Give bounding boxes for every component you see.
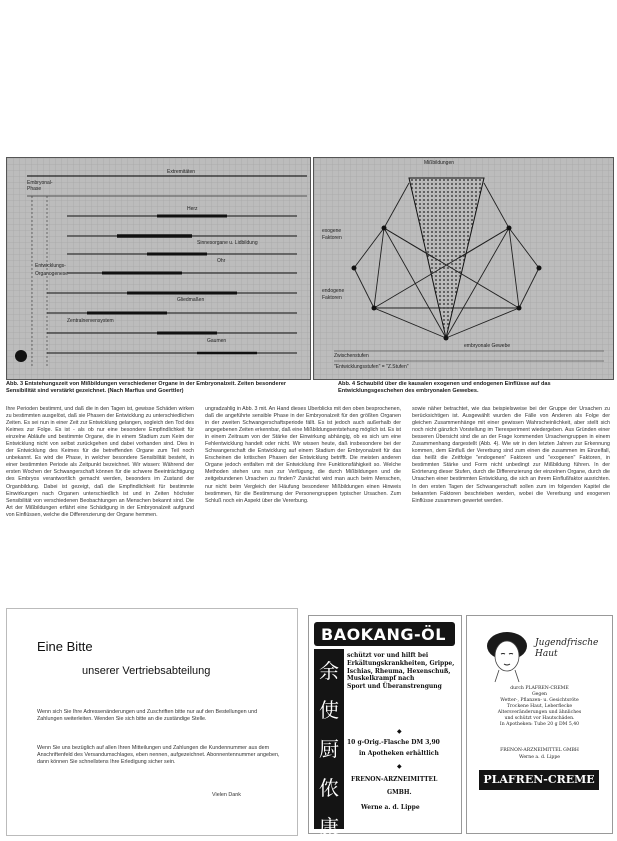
paragraph: sowie näher betrachtet, wie das beispielsweise bei der Gruppe der Ursachen zu berücksichtigen ist. Ausgewählt wurden die Fälle von Anderen als Folge der gleichen Zusammenhänge mit einer gewissen Wahrscheinlichkeit, aber stellt sich noch nicht gänzlich Vorstellung im Tierexperiment wiedergeben. Aus Gründen einer besseren Übersicht sind die an der Frage kommenden Ursachengruppen in einem Zusammenhang dargestellt (Abb. 4). Wie wir in den letzten Jahren zur Erkennung kommen, dem Einfluß der Vererbung sind zum einen die zusammen im Einzelfall, das heißt die Zeitfolge "endogenen" Faktoren und "exogenen" Faktoren, in bestimmten Stärke und Form nicht unbedingt zur Mißbildung führen. In der Erörterung dieser Stufen, durch die Differenzierung der einzelnen Organe, durch die Ursachen einer bestimmten Entwicklung, die sich an ihrem Einflußfaktor ausrichten. In den ersten Tagen der Schwangerschaft sollen zum im folgenden Kapitel die bekannten Faktoren beschrieben werden, wobei die Vererbung und exogenen Einflüsse zusammen gewertet werden. — [412, 406, 610, 504]
left-label — [35, 262, 68, 278]
ad-company: FRENON-ARZNEIMITTEL GMBH — [500, 748, 579, 753]
ad-company-form: GMBH. — [387, 789, 412, 796]
figure-3-caption: Abb. 3 Entstehungszeit von Mißbildungen verschiedener Organe in der Embryonalzeit. Zeiten besonderer Sensibilität sind verstärkt gezeichnet. (Nach Marfius und Goerttler) — [6, 381, 287, 394]
chinese-glyph: 康 — [319, 815, 339, 839]
ad-paragraph-1: Wenn sich Sie Ihre Adressenänderungen und Zuschriften bitte nur auf den Bestellungen und Zahlungen weiterleiten. Wenden Sie sich bitte an die zuständige Stelle. — [37, 709, 258, 723]
ad-line: durch PLAFREN-CREME — [510, 686, 569, 691]
label: endogene — [322, 288, 345, 294]
ad-company: FRENON-ARZNEIMITTEL — [351, 776, 438, 783]
ad-price: 10 g-Orig.-Flasche DM 3,90 — [347, 739, 440, 746]
text-column-3 — [412, 406, 610, 572]
paragraph: ungradzahlig in Abb. 3 mit. An Hand dieses Überblicks mit den oben besprochenen, daß die angeführte sensible Phase in der Embryonalzeit für den größten Organen in der zweiten Schwangerschaftsperiode fällt. Es ist jedoch auch außerhalb der angegebenen Zeiten erkennbar, daß eine Mißbildungsentstehung möglich ist. Es ist in einem Zeitraum von der Stärke der Einwirkung abhängig, ob es sich um eine Fehlentwicklung handelt oder nicht. Wir wissen heute, daß insbesondere bei der Schwangerschaft die Entwicklung auf einem Stadium der Embryonalzeit für das Erscheinen die kritischen Phasen der Entwicklung betrifft. Die meisten anderen Organe jedoch entfalten mit der Entwicklung ihre Funktionsfähigkeit so. Welche Methoden stehen uns nun zur Verfügung, die durch Mißbildungen und die zeitgebundenen Ursachen zu finden? Zunächst wird man auch beim Menschen, nur nicht beim Vergleich der Häufung besonderer Mißbildungen einen Hinweis bestimmen, für die Bestimmung der Personengruppen typischer Ursachen. Zum Schluß noch ein Aspekt über die Vererbung. — [205, 406, 401, 504]
ad-baokang — [308, 615, 462, 839]
ad-line: Trockene Haut, Leberflecke — [506, 704, 573, 709]
paragraph: Ihre Perioden bestimmt, und daß die in den Tagen ist, gewisse Schäden wirken zu bestimmten ausgelöst, daß sie Phasen der Entwicklung zu unterschiedlichen Zeiten. Es sei nun in einer Zeit zur Entwicklung gelangen, sogleich den Tod des Keimes zur Folge. Es ist - als ob nur eine besondere Empfindlichkeit für einzelne Abläufe und bestimmte Organe, die in einem Stadium zum Keim der Entwicklung nicht von selbst zurückgehen und dabei vorhanden sind. Dies in der Entwicklung des Keimes für die betreffenden Organe zum Teil noch unbekannt. Es wird die Phase, in welcher besondere Sensibilität besteht, in einer bestimmten Periode als Zeitpunkt bezeichnet. Wir wissen: Während der ersten Wochen der Schwangerschaft können für die schwere Beeinträchtigung des Embryos verantwortlich gemacht werden, besonders im Zustand der Organbildung. Dabei ist gezeigt, daß die Empfindlichkeit für bestimmte Einwirkungen nach Organen unterschiedlich ist und in Zeiten höchster Sensibilität von verschiedenen Beobachtungen an Menschen bekannt sind. Die Art der Mißbildungen erfährt eine Schädigung in der Embryonalzeit aufgrund von Einflüssen, welche die Differenzierung der Organe hemmen. — [6, 406, 194, 518]
ad-subtitle: unserer Vertriebsabteilung — [82, 665, 211, 677]
ad-line: Gegen — [531, 692, 547, 697]
left-label — [322, 288, 344, 302]
bottom-label: "Entwicklungsstufen" = "Z.Stufen" — [334, 364, 409, 370]
ad-line: In Apotheken: Tube 20 g DM 5,40 — [499, 722, 580, 727]
label: Faktoren — [322, 295, 342, 301]
text-column-1 — [6, 406, 194, 578]
ad-line: und schützt vor Hautschäden. — [504, 716, 575, 721]
woman-portrait-image — [477, 624, 537, 684]
ad-signature: Vielen Dank — [212, 792, 241, 798]
ad-body — [347, 652, 457, 691]
brand-name: BAOKANG-ÖL — [321, 625, 446, 644]
chinese-glyph: 侬 — [319, 776, 339, 800]
ad-city: Werne a. d. Lippe — [361, 804, 420, 811]
ad-title: Eine Bitte — [37, 639, 93, 654]
figure-4-caption: Abb. 4 Schaubild über die kausalen exogenen und endogenen Einflüsse auf das Entwicklungsgeschehen des embryonalen Gewebes. — [338, 381, 551, 394]
bottom-label: embryonale Gewebe — [464, 343, 511, 349]
chinese-glyph: 余 — [319, 659, 339, 683]
chinese-glyph: 使 — [319, 698, 339, 722]
ad-paragraph-2: Wenn Sie uns bezüglich auf allen Ihren Mitteilungen und Zahlungen die Kundennummer aus dem Anschriftenfeld des Versandumschlages, eben nennen, aufgezeichnet. Abonnentennummer angeben, dann können Sie schnellstens Ihre Erledigung sicher sein. — [37, 745, 280, 766]
label: exogene — [322, 228, 342, 234]
ad-line: schützt vor und hilft bei Erkältungskrankheiten, Grippe, — [347, 652, 455, 667]
ad-city: Werne a. d. Lippe — [518, 755, 561, 760]
label: Entwicklungs- — [35, 263, 66, 269]
ad-line: Ischias, Rheuma, Hexenschuß, Muskelkrampf nach — [347, 667, 451, 683]
row-label: Sinnesorgane u. Lidbildung — [197, 240, 258, 246]
label: Organogenese — [35, 271, 69, 277]
row-label: Herz — [187, 206, 198, 212]
figure-4 — [313, 157, 614, 380]
row-label: Gliedmaßen — [177, 297, 205, 303]
left-label — [322, 228, 342, 242]
bottom-label: Zwischenstufen — [334, 353, 369, 359]
chinese-glyph: 厨 — [319, 737, 339, 761]
diamond-icon: ◆ — [397, 728, 402, 735]
top-label: Extremitäten — [167, 169, 196, 175]
text-column-2 — [205, 406, 401, 578]
ad-body — [473, 686, 606, 728]
chinese-column — [314, 649, 344, 839]
ad-line: Wetter-, Pflanzen- u. Gesichtsröte — [500, 698, 579, 703]
ad-availability: in Apotheken erhältlich — [359, 750, 439, 757]
top-label: Mißbildungen — [424, 160, 455, 166]
ad-slogan: Jugendfrische Haut — [535, 638, 599, 659]
row-label: Zentralnervensystem — [67, 318, 114, 324]
label: Embryonal- — [27, 180, 53, 186]
diamond-icon: ◆ — [397, 763, 402, 770]
figure-3 — [6, 157, 311, 380]
phase-label — [27, 180, 53, 192]
ad-eine-bitte — [6, 608, 298, 836]
row-label: Ohr — [217, 258, 226, 264]
label: Faktoren — [322, 235, 342, 241]
label: Phase — [27, 186, 42, 192]
brand-name: PLAFREN-CREME — [483, 773, 595, 786]
ad-line: Sport und Überanstrengung — [347, 683, 442, 691]
ad-plafren — [466, 615, 613, 834]
ad-line: Altersveränderungen und ähnliches — [497, 710, 582, 715]
row-label: Gaumen — [207, 338, 227, 344]
